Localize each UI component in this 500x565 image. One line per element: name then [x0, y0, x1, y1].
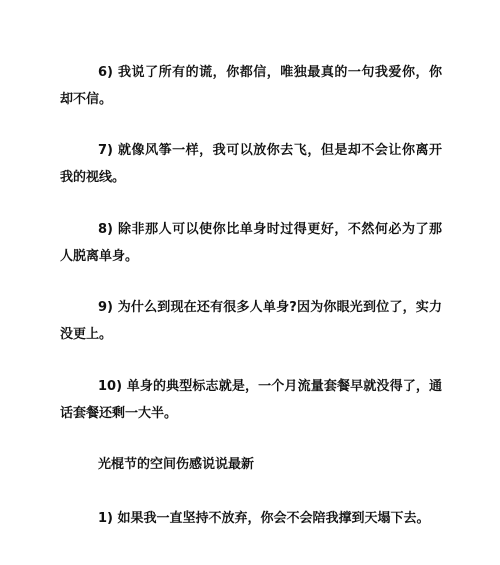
partially-visible-text [98, 557, 111, 565]
quote-paragraph-10: 10) 单身的典型标志就是，一个月流量套餐早就没得了，通话套餐还剩一大半。 [60, 379, 442, 421]
quote-paragraph-7: 7) 就像风筝一样，我可以放你去飞，但是却不会让你离开我的视线。 [60, 143, 442, 185]
quote-paragraph-8: 8) 除非那人可以使你比单身时过得更好，不然何必为了那人脱离单身。 [60, 222, 442, 264]
quote-paragraph-9: 9) 为什么到现在还有很多人单身?因为你眼光到位了，实力没更上。 [60, 300, 442, 342]
quote-paragraph-6: 6) 我说了所有的谎，你都信，唯独最真的一句我爱你，你却不信。 [60, 65, 442, 107]
section-heading: 光棍节的空间伤感说说最新 [98, 457, 255, 472]
partially-visible-next-line [98, 553, 111, 565]
section-item-1: 1) 如果我一直坚持不放弃，你会不会陪我撑到天塌下去。 [98, 511, 430, 526]
